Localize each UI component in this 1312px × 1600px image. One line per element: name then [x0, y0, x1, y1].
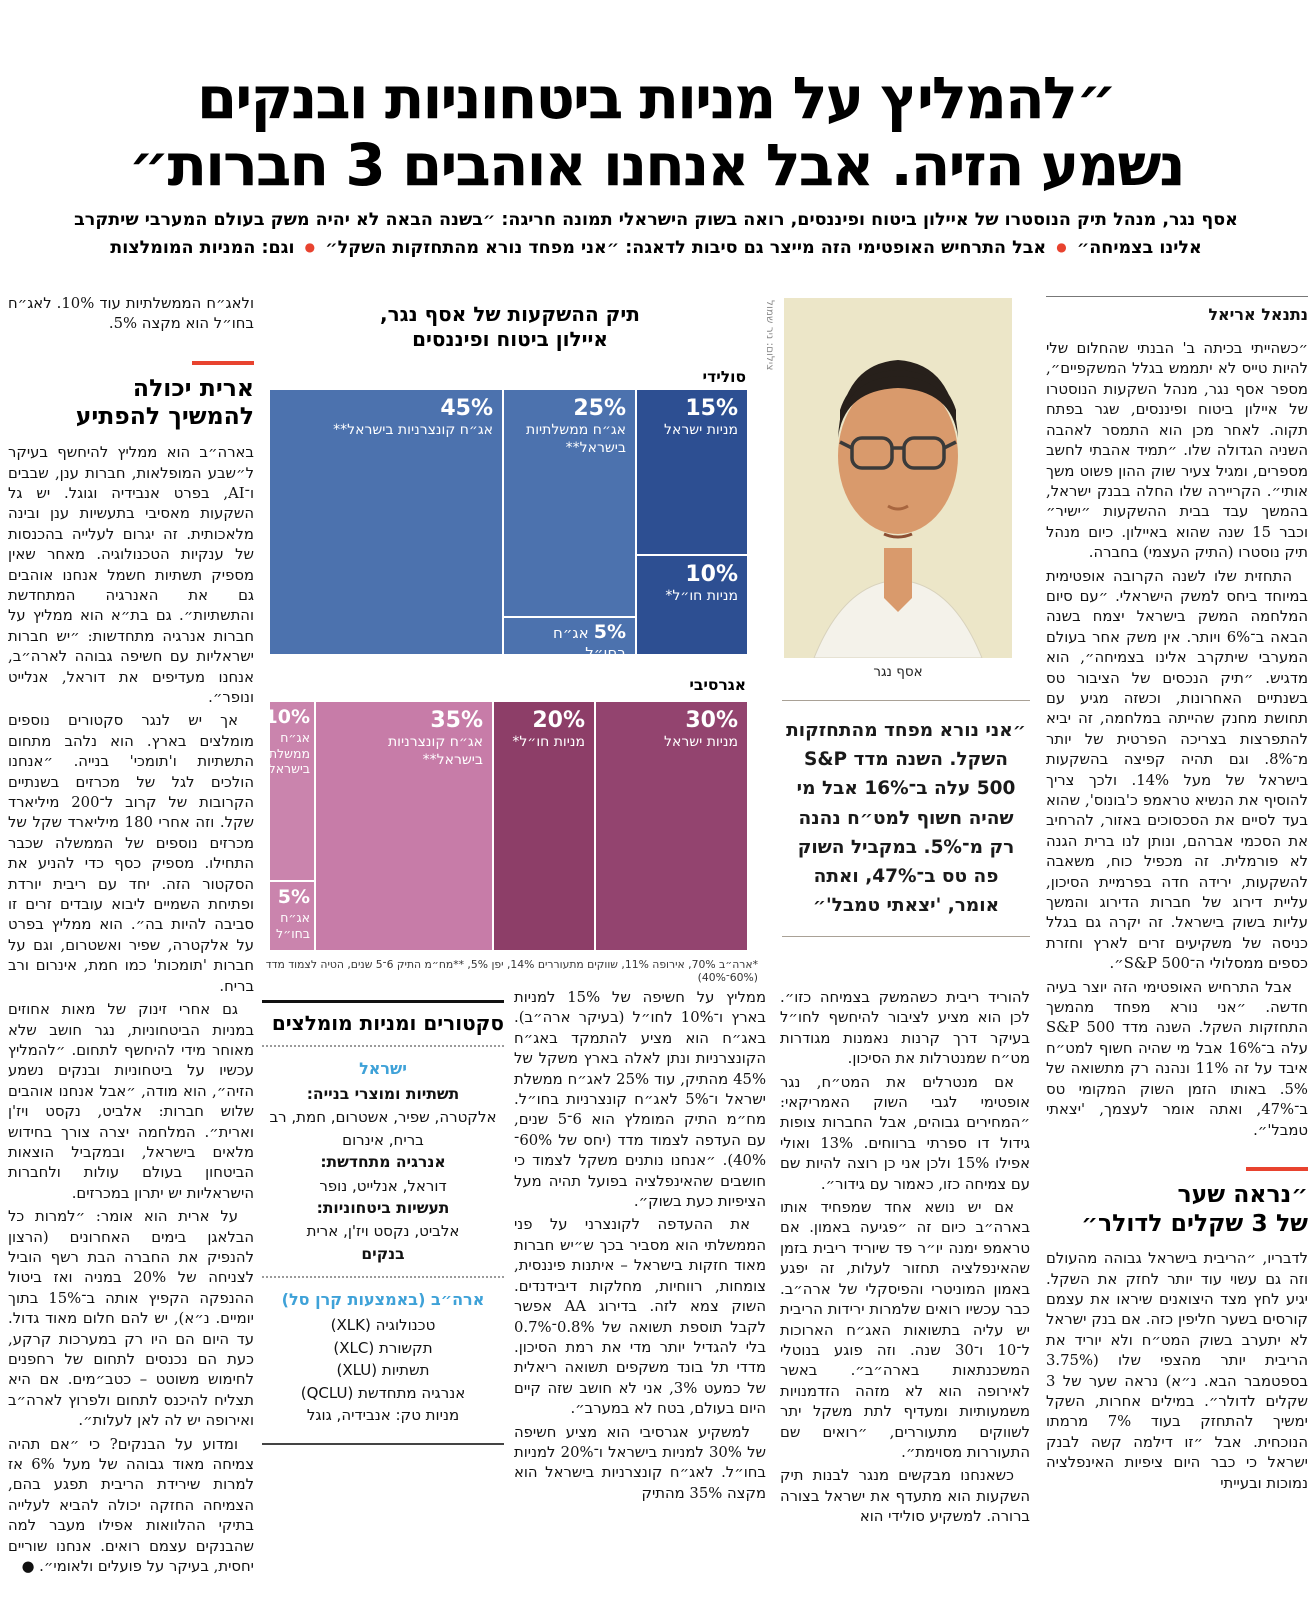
article-paragraph: את ההעדפה לקונצרני על פני הממשלתי הוא מסביר בכך ש״יש חברות מאוד חזקות בישראל – איתנות פיננסית, צומחות, רווחיות, מחלקות דיבידנדים. השוק צמא לזה. בדירוג AA אפשר לקבל תוספת תשואה של 0.8%־0.7% בלי להגדיל יותר מדי את רמת הסיכון. מדדי תל בונד משקפים תשואה ריאלית של כמעט 3%, אני לא חושב שזה קיים היום בעולם, בטח לא במערב״.	[514, 1216, 766, 1418]
subhead-part1: אסף נגר, מנהל תיק הנוסטרו של איילון ביטוח ופיננסים, רואה בשוק הישראלי תמונה חריגה: ״בשנה הבאה לא יהיה משק בעולם המערבי שיתקרב	[74, 210, 1238, 230]
group-label: תשתיות ומוצרי בנייה:	[306, 1085, 460, 1103]
article-paragraph: ולאג״ח הממשלתיות עוד 10%. לאג״ח בחו״ל הוא מקצה 5%.	[8, 295, 254, 333]
article-column-2	[780, 988, 1030, 1600]
treemap-segment-gov-bonds: 10% אג״ח ממשלתיות בישראל**	[270, 702, 314, 880]
article-paragraph: אם מנטרלים את המט״ח, נגר אופטימי לגבי השוק האמריקאי: ״המחירים גבוהים, אבל החברות צופות גידול דו ספרתי ברווחים. 13% ואולי אפילו 15% ולכן אני כן רוצה להיות שם עם צמיחה כזו, כאמור עם גידור״.	[780, 1073, 1030, 1193]
chart-title: תיק ההשקעות של אסף נגר, איילון ביטוח ופיננסים	[380, 302, 640, 351]
article-column-1	[1046, 296, 1308, 1600]
group-label: בנקים	[361, 1244, 405, 1263]
chart-footnote: *ארה״ב 70%, אירופה 11%, שווקים מתעוררים 14%, יפן 5%, **מח״מ התיק 6־5 שנים, הטיה לצמוד מדד (60%־40%)	[265, 958, 758, 984]
treemap-segment-corp-bonds: 35% אג״ח קונצרניות בישראל**	[316, 702, 492, 950]
section-kicker-arit	[8, 361, 254, 431]
treemap-segment-foreign-bonds: 5% אג״ח בחו״ל	[504, 618, 635, 654]
article-paragraph: ממליץ על חשיפה של 15% למניות בארץ ו־10% לחו״ל (בעיקר ארה״ב). באג״ח הוא מציע להתמקד באג״ח הקונצרניות ונתן לאלה בארץ משקל של 45% מהתיק, עוד 25% לאג״ח ממשלת ישראל ו־5% לאג״ח קונצרניות בחו״ל. מח״מ התיק המומלץ הוא 6־5 שנים, עם העדפה לצמוד מדד (יחס של 60%־40%). ״אנחנו נותנים משקל לצמוד כי חושבים שהאינפלציה בפועל תהיה מעל הציפיות כעת בשוק״.	[514, 989, 766, 1211]
article-paragraph: בארה״ב הוא ממליץ להיחשף בעיקר ל״שבע המופלאות, חברות ענן, שבבים ו־AI, בפרט אנבידיה וגוגל. יש גל השקעות מאסיבי בתעשיות ענן ובינה מלאכותית. זה יגרום לעלייה בהכנסות של ענקיות הטכנולוגיה. מאחר שאין מספיק תשתיות חשמל אנחנו אוהבים גם את האנרגיה המתחדשת והתשתיות״. גם בת״א הוא ממליץ על חברות אנרגיה מתחדשות: ״יש חברות ישראליות עם חשיפה גבוהה לארה״ב, אנחנו מעדיפים את דוראל, אנלייט ונופר״.	[8, 444, 254, 706]
article-paragraph: לדבריו, ״הריבית בישראל גבוהה מהעולם וזה גם עשוי עוד יותר לחזק את השקל. יגיע לחץ מצד היצואנים שיראו את עצמם קורסים בשער חליפין כזה. אם בנק ישראל לא יתערב בשוק המט״ח ולא יוריד את הריבית יותר מהצפי שלו (3.75% בספטמבר הבא. נ״א) נראה שער של 3 שקלים לדולר״. במילים אחרות, השקל ימשיך להתחזק בעוד 7% מרמתו הנוכחית. אבל ״זו דילמה קשה לבנק ישראל כי כבר היום ציפיות האינפלציה נמוכות ובעייתי	[1046, 1250, 1308, 1492]
headline-line1: ״להמליץ על מניות ביטחוניות ובנקים	[196, 63, 1116, 132]
red-accent-bar	[192, 361, 254, 365]
article-paragraph: על ארית הוא אומר: ״למרות כל הבלאגן בימים האחרונים (הרצון להנפיק את החברה הבת רשף הוביל לצניחה של 20% במניה ואז ביטול ההנפקה הקפיץ אותה ב־15% בתוך יומיים. נ״א), יש להם חלום מאוד גדול. עד היום הם היו רק במערכות קרקע, כעת הם נכנסים לתחום של רחפנים לחימוש משוטט – כטב״מים. אם היא תצליח להיכנס לתחום ולפרוץ לארה״ב ואירופה יש לה לאן לעלות״.	[8, 1208, 254, 1430]
article-paragraph: כשאנחנו מבקשים מנגר לבנות תיק השקעות הוא מתעדף את ישראל בצורה ברורה. למשקיע סולידי הוא	[780, 1467, 1030, 1526]
photo-caption: אסף נגר	[873, 664, 923, 680]
pull-quote	[782, 700, 1030, 937]
box-title: סקטורים ומניות מומלצים	[271, 1011, 504, 1035]
etf-line: אנרגיה מתחדשת (QCLU)	[300, 1383, 466, 1402]
main-headline	[20, 65, 1292, 200]
treemap-segment-il-stocks: 15% מניות ישראל	[637, 390, 747, 554]
box-header-israel: ישראל	[359, 1059, 407, 1078]
treemap-segment-foreign-stocks: 10% מניות חו״ל*	[637, 556, 747, 654]
group-items: דוראל, אנלייט, נופר	[319, 1176, 447, 1195]
treemap-aggressive	[254, 702, 747, 950]
group-label: אנרגיה מתחדשת:	[320, 1153, 446, 1172]
portfolio-label-aggressive: אגרסיבי	[689, 676, 746, 694]
box-header-usa: ארה״ב (באמצעות קרן סל)	[281, 1290, 485, 1309]
portrait-photo	[784, 298, 1012, 658]
etf-line: תשתיות (XLU)	[336, 1361, 430, 1379]
article-column-5	[8, 294, 254, 1600]
treemap-segment-gov-bonds: 25% אג״ח ממשלתיות בישראל**	[504, 390, 635, 616]
headline-line2: נשמע הזיה. אבל אנחנו אוהבים 3 חברות״	[128, 131, 1184, 200]
subhead-part4: וגם: המניות המומלצות	[110, 238, 295, 258]
portfolio-chart	[254, 298, 760, 984]
treemap-segment-corp-bonds: 45% אג״ח קונצרניות בישראל**	[270, 390, 502, 654]
etf-line: תקשורת (XLC)	[333, 1338, 433, 1357]
article-paragraph: ״כשהייתי בכיתה ב' הבנתי שהחלום שלי להיות טייס לא יתממש בגלל המשקפיים״, מספר אסף נגר, מנהל השקעות הנוסטרו של איילון ביטוח ופיננסים, שגר בפתח תקוה. לאחר מכן הוא התמסר לאהבה השניה הגדולה שלו. ״תמיד אהבתי לחשב מספרים, ומגיל צעיר שוק ההון פשוט משך אותי״. הקריירה שלו החלה בבנק ישראל, בהמשך עבד בבית ההשקעות ״ישיר״ וכבר 15 שנה שהוא באיילון. כיום מנהל תיק נוסטרו (התיק העצמי) בחברה.	[1046, 340, 1308, 562]
photo-credit: צילום: ניר שמול	[764, 300, 776, 371]
group-items: אלביט, נקסט ויז'ן, ארית	[306, 1222, 460, 1241]
dotted-divider	[262, 1276, 504, 1278]
article-column-3	[514, 988, 766, 1600]
red-bullet-icon: ●	[1056, 240, 1067, 255]
portfolio-label-solid: סולידי	[702, 368, 746, 386]
pull-quote-text: ״אני נורא מפחד מהתחזקות השקל. השנה מדד S&P 500 עלה ב־16% אבל מי שהיה חשוף למט״ח נהנה רק מ־5%. במקביל השוק פה טס ב־47%, ואתה אומר, 'יצאתי טמבל'״	[786, 720, 1026, 917]
article-paragraph: אם יש נושא אחד שמפחיד אותו בארה״ב כיום זה ״פגיעה באמון. אם טראמפ ימנה יו״ר פד שיוריד ריבית בזמן שהאינפלציה תחזור לעלות, זה יפגע באמון המוניטרי והפיסקלי של ארה״ב. כבר עכשיו רואים שלמרות ירידות הריבית יש עליה בתשואות האג״ח הארוכות ל־10 ו־30 שנה. וזה פוגע בנוטלי המשכנתאות בארה״ב״. באשר לאירופה הוא לא מזהה הזדמנויות משמעותיות ומעדיף לתת משקל יתר לשווקים מתעוררים, ״רואים שם התעוררות מסוימת״.	[780, 1199, 1030, 1461]
box-top-rule	[262, 1000, 504, 1035]
article-paragraph: אך יש לנגר סקטורים נוספים מומלצים בארץ. הוא נלהב מתחום התשתיות ו'תומכי' בנייה. ״אנחנו הולכים לגל של מכרזים בשנתיים הקרובות של קרוב ל־200 מיליארד שקל. וזה אחרי 180 מיליארד שקל של מכרזים נוספים של הממשלה שכבר התחילו. מספיק כסף כדי להניע את הסקטור הזה. יחד עם ריבית יורדת ופתיחת השמיים ליבוא עובדים זרים זו סביבה להיות בה״. הוא ממליץ בפרט על אלקטרה, שפיר ואשטרום, וגם על חברות 'תומכות' כמו חמת, אינרום ורב בריח.	[8, 712, 254, 995]
etf-line: טכנולוגיה (XLK)	[330, 1316, 436, 1334]
etf-line: מניות טק: אנבידיה, גוגל	[306, 1406, 460, 1424]
kicker-title: ״נראה שער של 3 שקלים לדולר״	[1081, 1179, 1308, 1237]
box-bottom-rule	[262, 1443, 504, 1445]
byline: נתנאל אריאל	[1208, 305, 1308, 324]
article-paragraph: להוריד ריבית כשהמשק בצמיחה כזו״. לכן הוא מציע לציבור להיחשף לחו״ל בעיקר דרך קרנות נאמנות מגודרות מט״ח שמנטרלות את הסיכון.	[780, 989, 1030, 1068]
article-paragraph: למשקיע אגרסיבי הוא מציע חשיפה של 30% למניות בישראל ו־20% למניות בחו״ל. לאג״ח קונצרניות בישראל הוא מקצה 35% מהתיק	[514, 1423, 766, 1502]
subhead-part2: אלינו בצמיחה״	[1076, 238, 1202, 258]
article-paragraph: ומדוע על הבנקים? כי ״אם תהיה צמיחה מאוד גבוהה של מעל 6% אז למרות שירידת הריבית תפגע בהם, הצמיחה החזקה יכולה להביא לעלייה בתיקי ההלוואות אפילו מעבר למה שהבנקים עצמם רואים. אנחנו שוריים יחסית, בעיקר על פועלים ולאומי״. ●	[8, 1435, 254, 1576]
recommended-sectors-box	[262, 1000, 504, 1445]
treemap-segment-foreign-stocks: 20% מניות חו״ל*	[494, 702, 594, 950]
treemap-segment-foreign-bonds: 5% אג״ח בחו״ל	[270, 882, 314, 950]
treemap-segment-il-stocks: 30% מניות ישראל	[596, 702, 747, 950]
article-paragraph: התחזית שלו לשנה הקרובה אופטימית במיוחד ביחס למשק הישראלי. ״עם סיום המלחמה המשק בישראל יצמח בשנה הבאה ב־6% ויותר. אין משק אחר בעולם המערבי שיתקרב אלינו בצמיחה״, הוא מדגיש. ״תיק הנכסים של הציבור טס בשנתיים האחרונות, וכשזה מגיע עם תחושת מחנק שהייתה במלחמה, זה יביא להתפרצות בצריכה הפרטית של יותר מ־8%. וגם תהיה קפיצה בהשקעות בישראל של מעל 14%. ולכך צריך להוסיף את הנשיא טראמפ כ'בונוס', שהוא בעד לסיים את הסכסוכים באזור, להרחיב את הסכמי אברהם, ונותן לנו ברית הגנה לא פורמלית. זה מכפיל כוח, משאבה להשקעות, ירידה חדה בפרמיית הסיכון, עליית דירוג של חברות הדירוג והמשך עליות בשוק בישראל. זה יקרה גם בגלל כניסה של משקיעים זרים לארץ וחזרת כספים ממסלולי ה־S&P 500״.	[1046, 567, 1308, 973]
subhead-part3: אבל התרחיש האופטימי הזה מייצר גם סיבות לדאגה: ״אני מפחד נורא מהתחזקות השקל״	[325, 238, 1047, 258]
kicker-title: ארית יכולה להמשיך להפתיע	[75, 373, 254, 431]
group-items: אלקטרה, שפיר, אשטרום, חמת, רב בריח, אינרום	[269, 1108, 497, 1149]
dotted-divider	[262, 1045, 504, 1047]
article-paragraph: גם אחרי זינוק של מאות אחוזים במניות הביטחוניות, נגר חושב שלא מאוחר מידי להיחשף לתחום. ״להמליץ עכשיו על ביטחוניות ובנקים נשמע הזיה״, הוא מודה, ״אבל אנחנו אוהבים שלוש חברות: אלביט, נקסט ויז'ן וארית״. המלחמה יצרה צורך בחידוש מלאים בישראל, ובמקביל הוצאות הביטחון בעולם עולות ולחברות הישראליות יש יתרון במכרזים.	[8, 1001, 254, 1202]
article-paragraph: אבל התרחיש האופטימי הזה יוצר בעיה חדשה. ״אני נורא מפחד מהמשך התחזקות השקל. השנה מדד S&P 500 עלה ב־16% אבל מי שהיה חשוף למט״ח איבד על זה 11% ונהנה רק מתשואה של 5%. באותו הזמן השוק המקומי טס ב־47%, ואתה אומר לעצמך, 'יצאתי טמבל'״.	[1046, 978, 1308, 1139]
section-kicker-dollar	[1046, 1167, 1308, 1237]
group-label: תעשיות ביטחוניות:	[316, 1199, 450, 1217]
byline-divider	[1046, 296, 1308, 297]
sub-headline	[24, 206, 1288, 262]
red-bullet-icon: ●	[304, 240, 316, 255]
red-accent-bar	[1246, 1167, 1308, 1171]
treemap-solid	[270, 390, 747, 662]
